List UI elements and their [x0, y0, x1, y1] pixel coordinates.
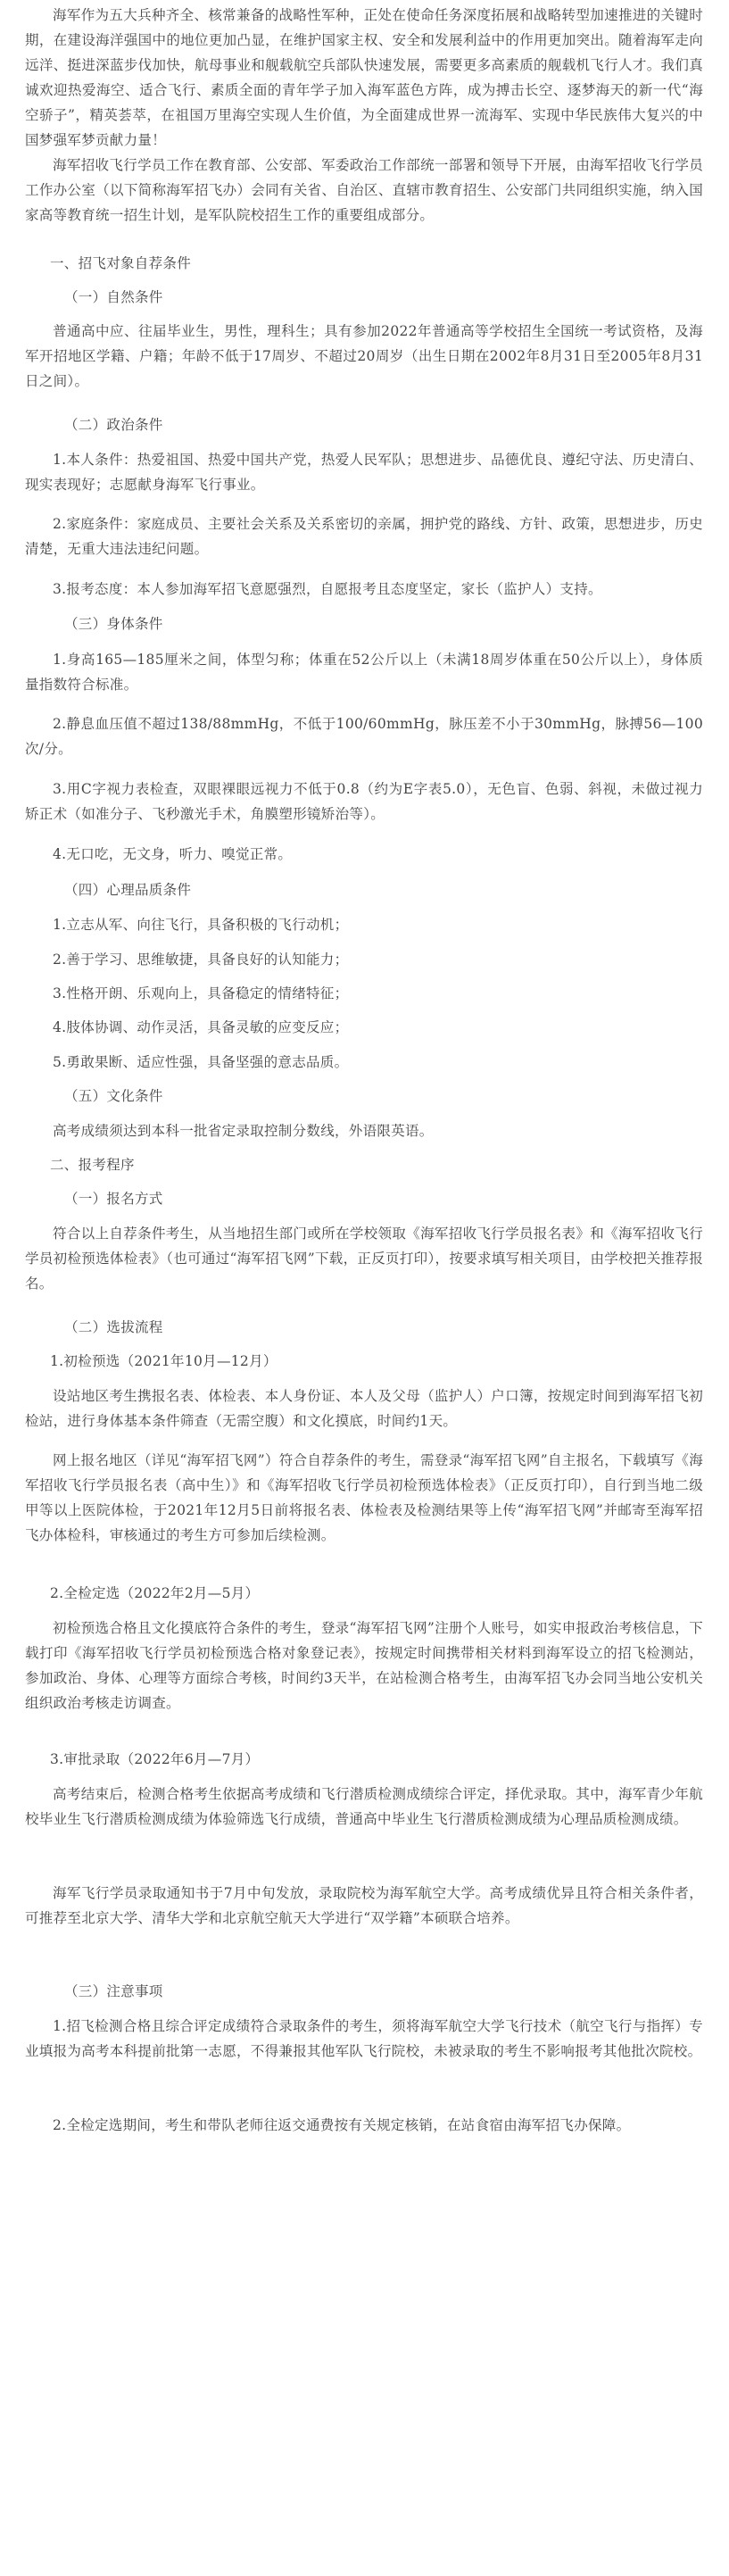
body-paragraph: 高考成绩须达到本科一批省定录取控制分数线，外语限英语。 — [53, 1123, 434, 1139]
body-paragraph: 4.无口吃，无文身，听力、嗅觉正常。 — [53, 846, 293, 862]
subsection-heading: （一）自然条件 — [64, 289, 163, 305]
list-item: 5.勇敢果断、适应性强，具备坚强的意志品质。 — [53, 1054, 349, 1070]
subsection-heading: （二）政治条件 — [64, 417, 163, 433]
body-paragraph: 2.静息血压值不超过138/88mmHg，不低于100/60mmHg，脉压差不小于30mmHg，脉搏56—100次/分。 — [25, 716, 703, 757]
body-paragraph: 高考结束后，检测合格考生依据高考成绩和飞行潜质检测成绩综合评定，择优录取。其中，海军青少年航校毕业生飞行潜质检测成绩为体验筛选飞行成绩，普通高中毕业生飞行潜质检测成绩为心理品质检测成绩。 — [25, 1786, 703, 1827]
body-paragraph: 普通高中应、往届毕业生，男性，理科生；具有参加2022年普通高等学校招生全国统一考试资格，及海军开招地区学籍、户籍；年龄不低于17周岁、不超过20周岁（出生日期在2002年8月31日至2005年8月31日之间）。 — [25, 323, 703, 389]
list-item: 2.善于学习、思维敏捷，具备良好的认知能力； — [53, 951, 349, 968]
body-paragraph: 2.家庭条件：家庭成员、主要社会关系及关系密切的亲属，拥护党的路线、方针、政策，思想进步，历史清楚，无重大违法违纪问题。 — [25, 516, 703, 557]
intro-paragraph: 海军招收飞行学员工作在教育部、公安部、军委政治工作部统一部署和领导下开展，由海军招收飞行学员工作办公室（以下简称海军招飞办）会同有关省、自治区、直辖市教育招生、公安部门共同组织实施，纳入国家高等教育统一招生计划，是军队院校招生工作的重要组成部分。 — [25, 157, 703, 223]
body-paragraph: 初检预选合格且文化摸底符合条件的考生，登录“海军招飞网”注册个人账号，如实申报政治考核信息，下载打印《海军招收飞行学员初检预选合格对象登记表》，按规定时间携带相关材料到海军设立的招飞检测站，参加政治、身体、心理等方面综合考核，时间约3天半，在站检测合格考生，由海军招飞办会同当地公安机关组织政治考核走访调查。 — [25, 1620, 703, 1711]
list-item: 3.性格开朗、乐观向上，具备稳定的情绪特征； — [53, 985, 349, 1001]
section-heading: 二、报考程序 — [50, 1157, 135, 1173]
body-paragraph: 3.用C字视力表检查，双眼裸眼远视力不低于0.8（约为E字表5.0），无色盲、色弱、斜视，未做过视力矫正术（如准分子、飞秒激光手术，角膜塑形镜矫治等）。 — [25, 781, 703, 822]
subsection-heading: （三）身体条件 — [64, 616, 163, 632]
body-paragraph: 1.本人条件：热爱祖国、热爱中国共产党，热爱人民军队；思想进步、品德优良、遵纪守法、历史清白、现实表现好；志愿献身海军飞行事业。 — [25, 452, 703, 493]
step-heading: 2.全检定选（2022年2月—5月） — [50, 1585, 260, 1601]
subsection-heading: （五）文化条件 — [64, 1088, 163, 1104]
step-heading: 1.初检预选（2021年10月—12月） — [50, 1353, 278, 1369]
body-paragraph: 3.报考态度：本人参加海军招飞意愿强烈，自愿报考且态度坚定，家长（监护人）支持。 — [53, 581, 602, 597]
body-paragraph: 2.全检定选期间，考生和带队老师往返交通费按有关规定核销，在站食宿由海军招飞办保障。 — [53, 2117, 631, 2133]
subsection-heading: （三）注意事项 — [64, 1983, 163, 1999]
subsection-heading: （一）报名方式 — [64, 1191, 163, 1207]
step-heading: 3.审批录取（2022年6月—7月） — [50, 1751, 260, 1767]
intro-paragraph: 海军作为五大兵种齐全、核常兼备的战略性军种，正处在使命任务深度拓展和战略转型加速推进的关键时期，在建设海洋强国中的地位更加凸显，在维护国家主权、安全和发展利益中的作用更加突出。随着海军走向远洋、挺进深蓝步伐加快，航母事业和舰载航空兵部队快速发展，需要更多高素质的舰载机飞行人才。我们真诚欢迎热爱海空、适合飞行、素质全面的青年学子加入海军蓝色方阵，成为搏击长空、逐梦海天的新一代“海空骄子”，精英荟萃，在祖国万里海空实现人生价值，为全面建成世界一流海军、实现中华民族伟大复兴的中国梦强军梦贡献力量！ — [25, 7, 703, 148]
body-paragraph: 网上报名地区（详见“海军招飞网”）符合自荐条件的考生，需登录“海军招飞网”自主报名，下载填写《海军招收飞行学员报名表（高中生）》和《海军招收飞行学员初检预选体检表》（正反页打印），自行到当地二级甲等以上医院体检，于2021年12月5日前将报名表、体检表及检测结果等上传“海军招飞网”并邮寄至海军招飞办体检科，审核通过的考生方可参加后续检测。 — [25, 1452, 703, 1543]
list-item: 1.立志从军、向往飞行，具备积极的飞行动机； — [53, 917, 349, 933]
list-item: 4.肢体协调、动作灵活，具备灵敏的应变反应； — [53, 1019, 349, 1035]
body-paragraph: 符合以上自荐条件考生，从当地招生部门或所在学校领取《海军招收飞行学员报名表》和《海军招收飞行学员初检预选体检表》（也可通过“海军招飞网”下载，正反页打印），按要求填写相关项目，由学校把关推荐报名。 — [25, 1226, 703, 1292]
body-paragraph: 1.身高165—185厘米之间，体型匀称；体重在52公斤以上（未满18周岁体重在50公斤以上），身体质量指数符合标准。 — [25, 652, 703, 693]
body-paragraph: 设站地区考生携报名表、体检表、本人身份证、本人及父母（监护人）户口簿，按规定时间到海军招飞初检站，进行身体基本条件筛查（无需空腹）和文化摸底，时间约1天。 — [25, 1388, 703, 1429]
subsection-heading: （二）选拔流程 — [64, 1319, 163, 1335]
section-heading: 一、招飞对象自荐条件 — [50, 255, 192, 271]
body-paragraph: 海军飞行学员录取通知书于7月中旬发放，录取院校为海军航空大学。高考成绩优异且符合相关条件者，可推荐至北京大学、清华大学和北京航空航天大学进行“双学籍”本硕联合培养。 — [25, 1885, 703, 1926]
subsection-heading: （四）心理品质条件 — [64, 882, 192, 898]
body-paragraph: 1.招飞检测合格且综合评定成绩符合录取条件的考生，须将海军航空大学飞行技术（航空飞行与指挥）专业填报为高考本科提前批第一志愿，不得兼报其他军队飞行院校，未被录取的考生不影响报考其他批次院校。 — [25, 2018, 703, 2059]
